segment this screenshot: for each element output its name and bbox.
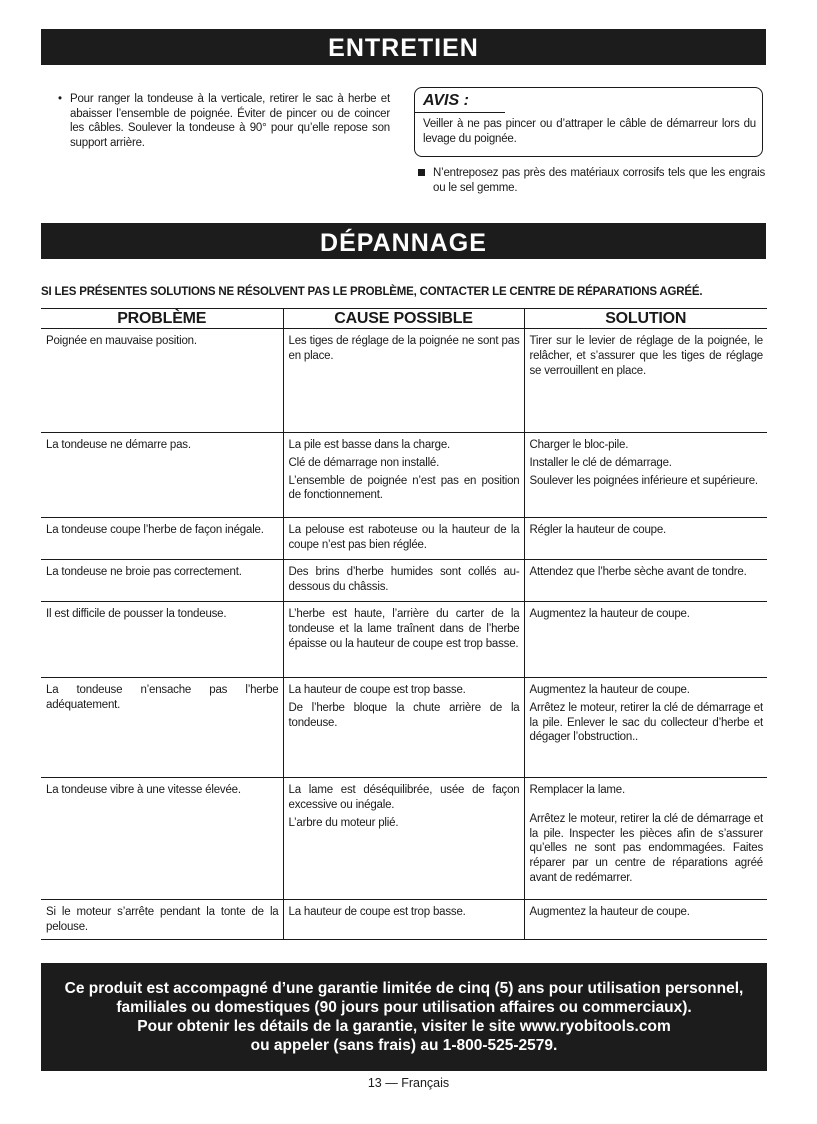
- cause-text: La hauteur de coupe est trop basse.: [288, 684, 466, 696]
- solution-text: Arrêtez le moteur, retirer la clé de démarrage et la pile. Inspecter les pièces afin de s’assurer qu’elles ne sont pas endommagées. Faites réparer par un centre de réparations agréé avant de redémarrer.: [529, 812, 763, 884]
- cause-cell: [283, 518, 524, 560]
- problem-text: La tondeuse vibre à une vitesse élevée.: [46, 784, 241, 796]
- cause-text: Les tiges de réglage de la poignée ne sont pas en place.: [288, 335, 520, 362]
- solution-text: Régler la hauteur de coupe.: [529, 524, 667, 536]
- cause-text: La hauteur de coupe est trop basse.: [288, 906, 466, 918]
- bullet-dot-icon: •: [58, 93, 62, 105]
- cause-text: La pelouse est raboteuse ou la hauteur de la coupe n’est pas bien réglée.: [288, 524, 520, 551]
- solution-cell: [524, 329, 767, 433]
- problem-text: La tondeuse ne démarre pas.: [46, 439, 191, 451]
- notice-title: AVIS :: [423, 92, 469, 109]
- warranty-line: ou appeler (sans frais) au 1-800-525-2579.: [250, 1037, 558, 1054]
- cause-text: L’herbe est haute, l’arrière du carter de la tondeuse et la lame traînent dans de l’herbe épaisse ou la hauteur de coupe est trop basse.: [288, 608, 520, 650]
- cause-text: L’arbre du moteur plié.: [288, 816, 399, 829]
- problem-text: La tondeuse coupe l’herbe de façon inégale.: [46, 524, 264, 536]
- cause-cell: [283, 602, 524, 678]
- solution-cell: [524, 778, 767, 900]
- cause-cell: [283, 329, 524, 433]
- maintenance-title: ENTRETIEN: [41, 29, 766, 65]
- warranty-line: Pour obtenir les détails de la garantie, visiter le site www.ryobitools.com: [137, 1018, 671, 1035]
- solution-text: Remplacer la lame.: [529, 784, 625, 796]
- notice-divider: [415, 112, 505, 113]
- problem-cell: [41, 329, 283, 433]
- solution-cell: [524, 518, 767, 560]
- solution-text: Augmentez la hauteur de coupe.: [529, 608, 690, 620]
- table-row: [41, 678, 767, 778]
- table-row: [41, 602, 767, 678]
- table-row: [41, 433, 767, 518]
- table-header-row: [41, 309, 767, 329]
- cause-text: De l’herbe bloque la chute arrière de la tondeuse.: [288, 701, 520, 729]
- solution-cell: [524, 433, 767, 518]
- problem-text: La tondeuse ne broie pas correctement.: [46, 566, 242, 578]
- problem-cell: [41, 678, 283, 778]
- cause-text: La pile est basse dans la charge.: [288, 439, 451, 451]
- problem-text: Poignée en mauvaise position.: [46, 335, 197, 347]
- header-solution: SOLUTION: [524, 309, 767, 329]
- problem-text: Il est difficile de pousser la tondeuse.: [46, 608, 227, 620]
- cause-text: Clé de démarrage non installé.: [288, 456, 440, 469]
- page-footer: 13 — Français: [367, 1076, 450, 1090]
- notice-text: Veiller à ne pas pincer ou d’attraper le câble de démarreur lors du levage du poignée.: [423, 118, 756, 145]
- header-problem: PROBLÈME: [41, 309, 283, 329]
- solution-text: Installer le clé de démarrage.: [529, 456, 672, 469]
- problem-cell: [41, 602, 283, 678]
- solution-text: Arrêtez le moteur, retirer la clé de démarrage et la pile. Enlever le sac du collecteur d’herbe et dégager l’obstruction..: [529, 701, 763, 744]
- solution-text: Charger le bloc-pile.: [529, 439, 629, 451]
- cause-text: Des brins d’herbe humides sont collés au-dessous du châssis.: [288, 566, 520, 593]
- problem-cell: [41, 433, 283, 518]
- warranty-banner: [41, 963, 767, 1071]
- problem-text: Si le moteur s’arrête pendant la tonte de la pelouse.: [46, 906, 279, 933]
- problem-text: La tondeuse n’ensache pas l’herbe adéquatement.: [46, 684, 279, 711]
- square-bullet-icon: [418, 169, 425, 176]
- problem-cell: [41, 518, 283, 560]
- table-row: [41, 900, 767, 940]
- cause-cell: [283, 560, 524, 602]
- problem-cell: [41, 900, 283, 940]
- corrosive-bullet: [418, 166, 765, 195]
- solution-cell: [524, 602, 767, 678]
- cause-cell: [283, 678, 524, 778]
- solution-text: Augmentez la hauteur de coupe.: [529, 684, 690, 696]
- cause-text: L’ensemble de poignée n’est pas en position de fonctionnement.: [288, 474, 520, 502]
- troubleshooting-title: DÉPANNAGE: [41, 223, 766, 259]
- warranty-line: familiales ou domestiques (90 jours pour utilisation affaires ou commerciaux).: [116, 999, 692, 1016]
- storage-bullet: [58, 92, 390, 150]
- table-row: [41, 518, 767, 560]
- cause-cell: [283, 778, 524, 900]
- solution-text: Tirer sur le levier de réglage de la poignée, le relâcher, et s’assurer que les tiges de réglage se verrouillent en place.: [529, 335, 763, 377]
- table-row: [41, 778, 767, 900]
- cause-text: La lame est déséquilibrée, usée de façon excessive ou inégale.: [288, 784, 520, 811]
- table-row: [41, 560, 767, 602]
- cause-cell: [283, 433, 524, 518]
- troubleshooting-table: [41, 308, 767, 940]
- solution-cell: [524, 678, 767, 778]
- problem-cell: [41, 778, 283, 900]
- solution-cell: [524, 900, 767, 940]
- troubleshooting-notice: SI LES PRÉSENTES SOLUTIONS NE RÉSOLVENT PAS LE PROBLÈME, CONTACTER LE CENTRE DE RÉPARATIONS AGRÉÉ.: [41, 286, 703, 298]
- solution-text: Attendez que l’herbe sèche avant de tondre.: [529, 566, 747, 578]
- table-row: [41, 329, 767, 433]
- warranty-line: Ce produit est accompagné d’une garantie limitée de cinq (5) ans pour utilisation personnel,: [64, 980, 744, 997]
- problem-cell: [41, 560, 283, 602]
- solution-text: Augmentez la hauteur de coupe.: [529, 906, 690, 918]
- storage-bullet-text: Pour ranger la tondeuse à la verticale, retirer le sac à herbe et abaisser l’ensemble de poignée. Éviter de pincer ou de coincer les câbles. Soulever la tondeuse à 90° pour qu’elle repose son support arrière.: [70, 93, 390, 149]
- notice-box: [414, 87, 763, 157]
- solution-cell: [524, 560, 767, 602]
- cause-cell: [283, 900, 524, 940]
- corrosive-bullet-text: N’entreposez pas près des matériaux corrosifs tels que les engrais ou le sel gemme.: [433, 167, 765, 194]
- solution-text: Soulever les poignées inférieure et supérieure.: [529, 474, 758, 487]
- header-cause: CAUSE POSSIBLE: [283, 309, 524, 329]
